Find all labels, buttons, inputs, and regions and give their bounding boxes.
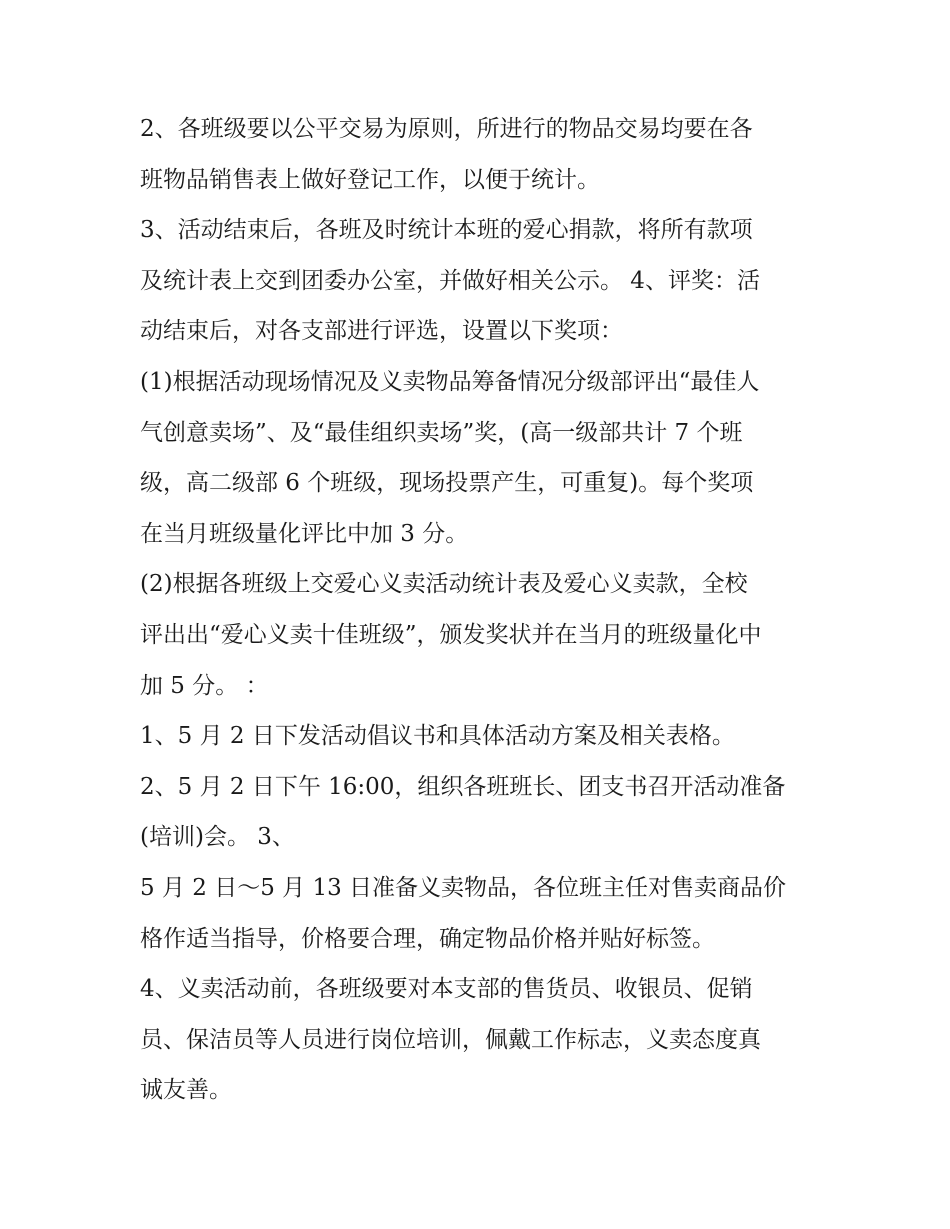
- text-line: 班物品销售表上做好登记工作，以便于统计。: [140, 166, 600, 193]
- text-line: 及统计表上交到团委办公室，并做好相关公示。 4、评奖：活: [140, 267, 760, 294]
- text-line: 2、各班级要以公平交易为原则，所进行的物品交易均要在各: [140, 116, 753, 142]
- paragraph-schedule-3: [140, 863, 820, 964]
- text-line: 气创意卖场”、及“最佳组织卖场”奖，(高一级部共计 7 个班: [140, 419, 743, 446]
- text-line: 员、保洁员等人员进行岗位培训，佩戴工作标志，义卖态度真: [140, 1026, 761, 1053]
- text-line: 动结束后，对各支部进行评选，设置以下奖项：: [140, 318, 623, 345]
- text-line: (培训)会。 3、: [140, 824, 295, 851]
- text-line: 评出出“爱心义卖十佳班级”，颁发奖状并在当月的班级量化中: [140, 621, 762, 648]
- text-line: 3、活动结束后，各班及时统计本班的爱心捐款，将所有款项: [140, 217, 753, 244]
- paragraph-schedule-2: [140, 762, 820, 863]
- text-line: 诚友善。: [140, 1077, 232, 1104]
- paragraph-award-1: [140, 357, 820, 559]
- text-line: 在当月班级量化评比中加 3 分。: [140, 520, 469, 547]
- text-line: 5 月 2 日～5 月 13 日准备义卖物品，各位班主任对售卖商品价: [140, 874, 787, 901]
- paragraph-post-activity: [140, 205, 820, 357]
- text-line: (1)根据活动现场情况及义卖物品筹备情况分级部评出“最佳人: [140, 368, 760, 395]
- text-line: 级，高二级部 6 个班级，现场投票产生，可重复)。每个奖项: [140, 470, 754, 497]
- text-line: (2)根据各班级上交爱心义卖活动统计表及爱心义卖款，全校: [140, 571, 748, 598]
- text-line: 2、5 月 2 日下午 16:00，组织各班班长、团支书召开活动准备: [140, 773, 786, 800]
- text-line: 格作适当指导，价格要合理，确定物品价格并贴好标签。: [140, 925, 715, 952]
- paragraph-award-2: [140, 559, 820, 711]
- paragraph-registration-rule: [140, 104, 820, 205]
- text-line: 加 5 分。 ：: [140, 672, 269, 699]
- paragraph-schedule-4: [140, 964, 820, 1116]
- paragraph-schedule-1: [140, 711, 820, 762]
- text-line: 1、5 月 2 日下发活动倡议书和具体活动方案及相关表格。: [140, 723, 735, 750]
- text-line: 4、义卖活动前，各班级要对本支部的售货员、收银员、促销: [140, 976, 753, 1003]
- document-body: [140, 104, 820, 1116]
